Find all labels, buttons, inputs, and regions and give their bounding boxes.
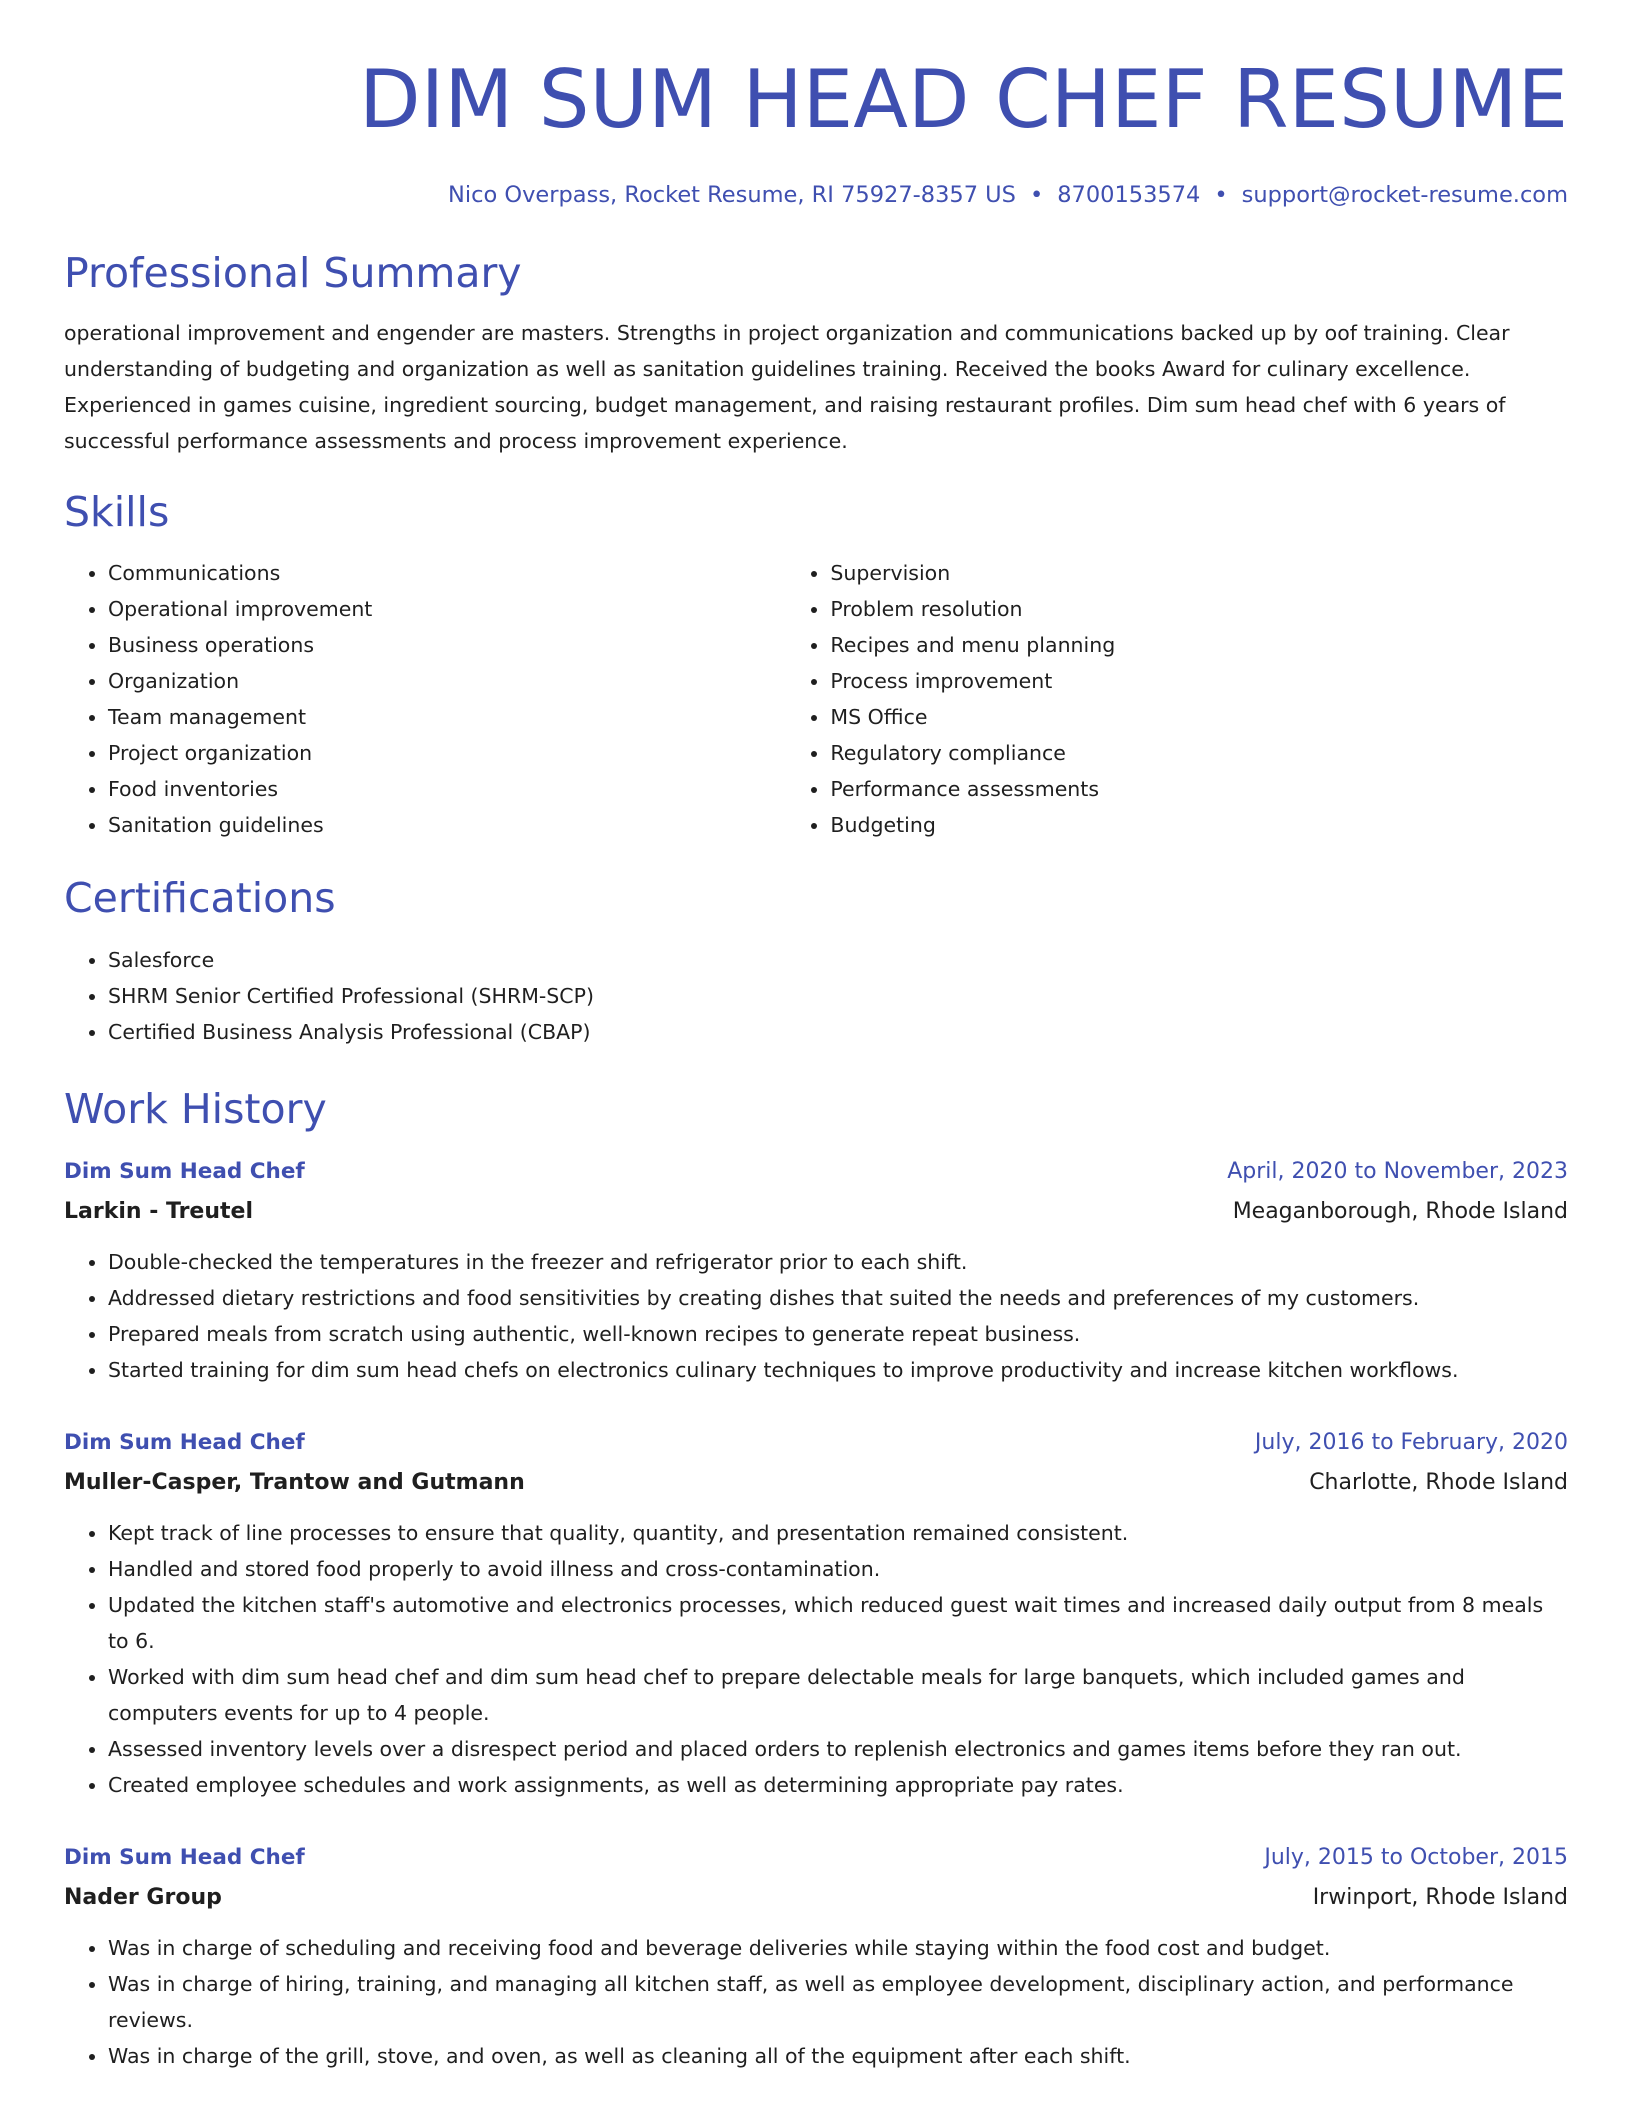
job-bullet: • Addressed dietary restrictions and food sensitivities by creating dishes that suited the needs and preferences of my customers. [108, 1280, 1568, 1316]
job-location: Irwinport, Rhode Island [1312, 1885, 1568, 1910]
contact-separator: • [1029, 182, 1044, 208]
job-title: Dim Sum Head Chef [64, 1845, 305, 1870]
job-entry [64, 1423, 1568, 1803]
job-company: Nader Group [64, 1885, 222, 1910]
certification-item: • Salesforce [108, 942, 1568, 978]
job-bullet: • Kept track of line processes to ensure that quality, quantity, and presentation remained consistent. [108, 1515, 1568, 1551]
contact-phone: 8700153574 [1057, 182, 1201, 208]
skill-item: • Sanitation guidelines [108, 807, 786, 843]
skills-list-left [64, 555, 786, 843]
skill-item: • Organization [108, 663, 786, 699]
skill-item: • MS Office [830, 699, 1568, 735]
certifications-list [64, 942, 1568, 1050]
contact-email: support@rocket-resume.com [1241, 182, 1568, 208]
job-bullets [64, 1930, 1568, 2074]
job-bullet: • Created employee schedules and work assignments, as well as determining appropriate pay rates. [108, 1767, 1568, 1803]
job-header [64, 1152, 1568, 1192]
skill-item: • Communications [108, 555, 786, 591]
skill-item: • Regulatory compliance [830, 735, 1568, 771]
resume-page [64, 0, 1568, 2074]
job-bullet: • Was in charge of hiring, training, and managing all kitchen staff, as well as employee development, disciplinary action, and performance reviews. [108, 1966, 1568, 2038]
job-bullet: • Handled and stored food properly to avoid illness and cross-contamination. [108, 1551, 1568, 1587]
job-bullets [64, 1515, 1568, 1803]
job-company: Larkin - Treutel [64, 1199, 253, 1224]
skills-columns [64, 555, 1568, 843]
summary-heading: Professional Summary [64, 249, 522, 297]
resume-title: DIM SUM HEAD CHEF RESUME [359, 53, 1568, 146]
job-header [64, 1838, 1568, 1878]
job-location: Charlotte, Rhode Island [1309, 1470, 1568, 1495]
job-bullet: • Worked with dim sum head chef and dim sum head chef to prepare delectable meals for large banquets, which included games and computers events for up to 4 people. [108, 1659, 1568, 1731]
job-title: Dim Sum Head Chef [64, 1430, 305, 1455]
job-bullet: • Was in charge of the grill, stove, and oven, as well as cleaning all of the equipment after each shift. [108, 2038, 1568, 2074]
job-location: Meaganborough, Rhode Island [1232, 1199, 1568, 1224]
job-subheader [64, 1878, 1568, 1918]
contact-separator: • [1214, 182, 1228, 208]
skill-item: • Process improvement [830, 663, 1568, 699]
job-bullet: • Prepared meals from scratch using authentic, well-known recipes to generate repeat business. [108, 1316, 1568, 1352]
skill-item: • Budgeting [830, 807, 1568, 843]
job-dates: July, 2016 to February, 2020 [1254, 1430, 1568, 1455]
skill-item: • Supervision [830, 555, 1568, 591]
job-bullet: • Started training for dim sum head chefs on electronics culinary techniques to improve productivity and increase kitchen workflows. [108, 1352, 1568, 1388]
skill-item: • Team management [108, 699, 786, 735]
job-company: Muller-Casper, Trantow and Gutmann [64, 1470, 525, 1495]
skills-heading: Skills [64, 488, 170, 536]
skill-item: • Food inventories [108, 771, 786, 807]
job-title: Dim Sum Head Chef [64, 1159, 305, 1184]
contact-line [64, 180, 1568, 210]
job-dates: July, 2015 to October, 2015 [1264, 1845, 1568, 1870]
job-subheader [64, 1192, 1568, 1232]
job-bullet: • Assessed inventory levels over a disrespect period and placed orders to replenish electronics and games items before they ran out. [108, 1731, 1568, 1767]
work-history-heading: Work History [64, 1085, 327, 1133]
job-entry [64, 1838, 1568, 2074]
certification-item: • Certified Business Analysis Professional (CBAP) [108, 1014, 1568, 1050]
job-dates: April, 2020 to November, 2023 [1227, 1159, 1568, 1184]
skill-item: • Problem resolution [830, 591, 1568, 627]
job-subheader [64, 1463, 1568, 1503]
job-bullet: • Double-checked the temperatures in the freezer and refrigerator prior to each shift. [108, 1244, 1568, 1280]
skill-item: • Project organization [108, 735, 786, 771]
resume-header [64, 0, 1568, 210]
job-header [64, 1423, 1568, 1463]
job-bullets [64, 1244, 1568, 1388]
summary-text: operational improvement and engender are masters. Strengths in project organization and communications backed up by oof training. Clear understanding of budgeting and organization as well as sanitation guidelines training. Received the books Award for culinary excellence. Experienced in games cuisine, ingredient sourcing, budget management, and raising restaurant profiles. Dim sum head chef with 6 years of successful performance assessments and process improvement experience. [64, 321, 1510, 453]
certifications-heading: Certifications [64, 874, 336, 922]
skill-item: • Business operations [108, 627, 786, 663]
skills-list-right [786, 555, 1568, 843]
job-bullet: • Was in charge of scheduling and receiving food and beverage deliveries while staying within the food cost and budget. [108, 1930, 1568, 1966]
certification-item: • SHRM Senior Certified Professional (SHRM-SCP) [108, 978, 1568, 1014]
skill-item: • Recipes and menu planning [830, 627, 1568, 663]
job-bullet: • Updated the kitchen staff's automotive and electronics processes, which reduced guest wait times and increased daily output from 8 meals to 6. [108, 1587, 1568, 1659]
skill-item: • Operational improvement [108, 591, 786, 627]
skill-item: • Performance assessments [830, 771, 1568, 807]
job-entry [64, 1152, 1568, 1388]
contact-address: Nico Overpass, Rocket Resume, RI 75927-8357 US [448, 182, 1016, 208]
